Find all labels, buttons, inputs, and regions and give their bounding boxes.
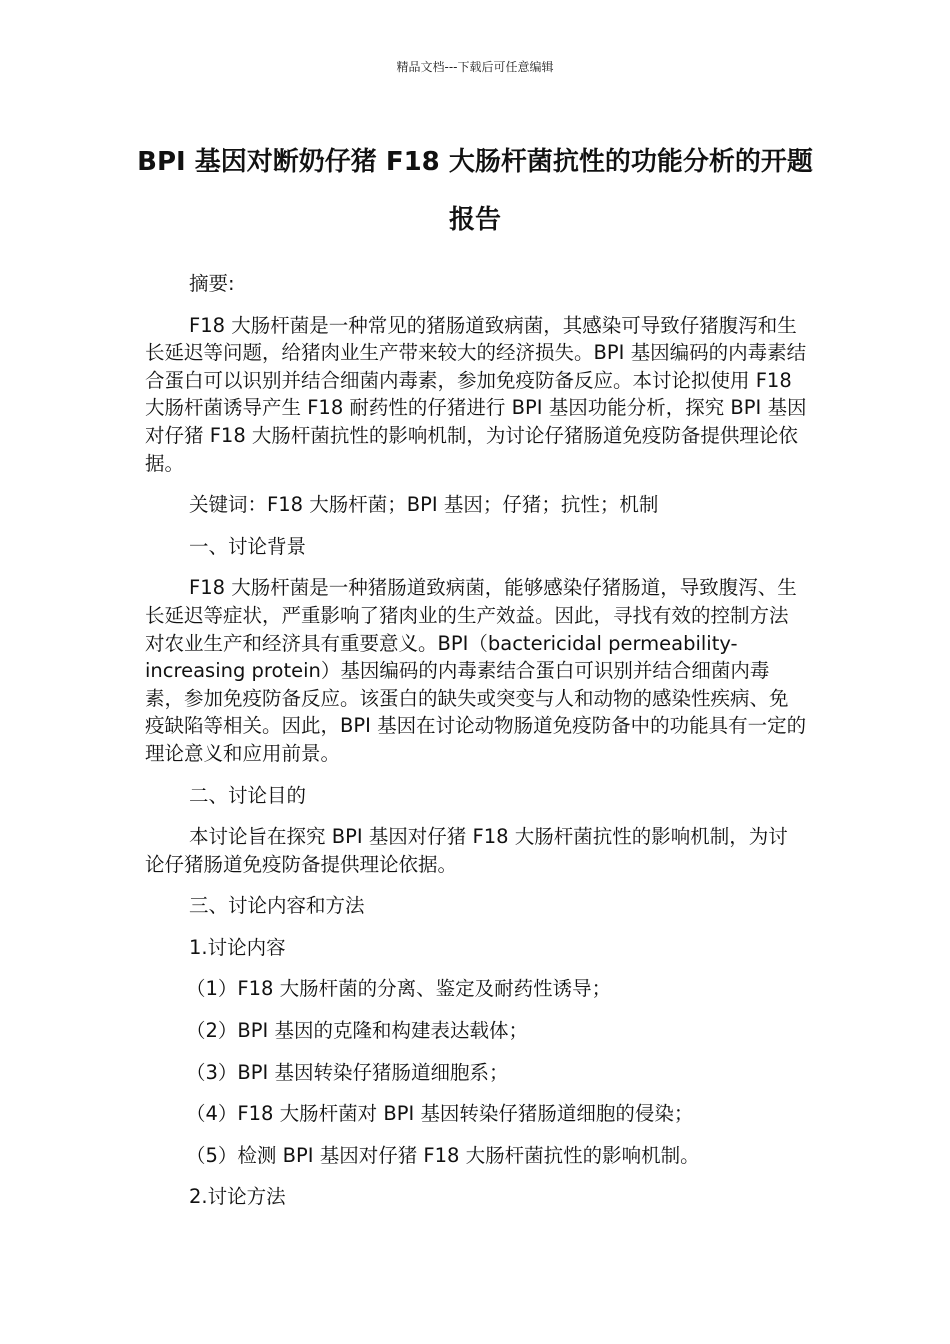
keywords-line: 关键词：F18 大肠杆菌；BPI 基因；仔猪；抗性；机制	[189, 493, 659, 517]
list-item: （1）F18 大肠杆菌的分离、鉴定及耐药性诱导；	[186, 977, 612, 1001]
subheading-methods: 2.讨论方法	[189, 1185, 286, 1209]
subheading-content: 1.讨论内容	[189, 935, 286, 959]
section-heading-content-methods: 三、讨论内容和方法	[189, 894, 365, 918]
purpose-paragraph: 本讨论旨在探究 BPI 基因对仔猪 F18 大肠杆菌抗性的影响机制，为讨论仔猪肠道免疫防备提供理论依据。	[145, 825, 788, 876]
document-title: BPI 基因对断奶仔猪 F18 大肠杆菌抗性的功能分析的开题报告	[137, 147, 813, 235]
section-heading-purpose: 二、讨论目的	[189, 783, 307, 807]
document-body	[145, 270, 807, 1211]
abstract-paragraph: F18 大肠杆菌是一种常见的猪肠道致病菌，其感染可导致仔猪腹泻和生长延迟等问题，给猪肉业生产带来较大的经济损失。BPI 基因编码的内毒素结合蛋白可以识别并结合细菌内毒素，参加免疫防备反应。本讨论拟使用 F18 大肠杆菌诱导产生 F18 耐药性的仔猪进行 BPI 基因功能分析，探究 BPI 基因对仔猪 F18 大肠杆菌抗性的影响机制，为讨论仔猪肠道免疫防备提供理论依据。	[145, 313, 807, 475]
header-note: 精品文档---下载后可任意编辑	[396, 60, 554, 74]
section-heading-background: 一、讨论背景	[189, 534, 307, 558]
abstract-label: 摘要:	[189, 272, 235, 295]
list-item: （5）检测 BPI 基因对仔猪 F18 大肠杆菌抗性的影响机制。	[186, 1143, 700, 1167]
list-item: （3）BPI 基因转染仔猪肠道细胞系；	[186, 1060, 509, 1084]
list-item: （4）F18 大肠杆菌对 BPI 基因转染仔猪肠道细胞的侵染；	[186, 1102, 694, 1126]
background-paragraph: F18 大肠杆菌是一种猪肠道致病菌，能够感染仔猪肠道，导致腹泻、生长延迟等症状，严重影响了猪肉业的生产效益。因此，寻找有效的控制方法对农业生产和经济具有重要意义。BPI（bactericidal permeability-increasing protein）基因编码的内毒素结合蛋白可识别并结合细菌内毒素，参加免疫防备反应。该蛋白的缺失或突变与人和动物的感染性疾病、免疫缺陷等相关。因此，BPI 基因在讨论动物肠道免疫防备中的功能具有一定的理论意义和应用前景。	[145, 576, 807, 765]
list-item: （2）BPI 基因的克隆和构建表达载体；	[186, 1019, 528, 1043]
